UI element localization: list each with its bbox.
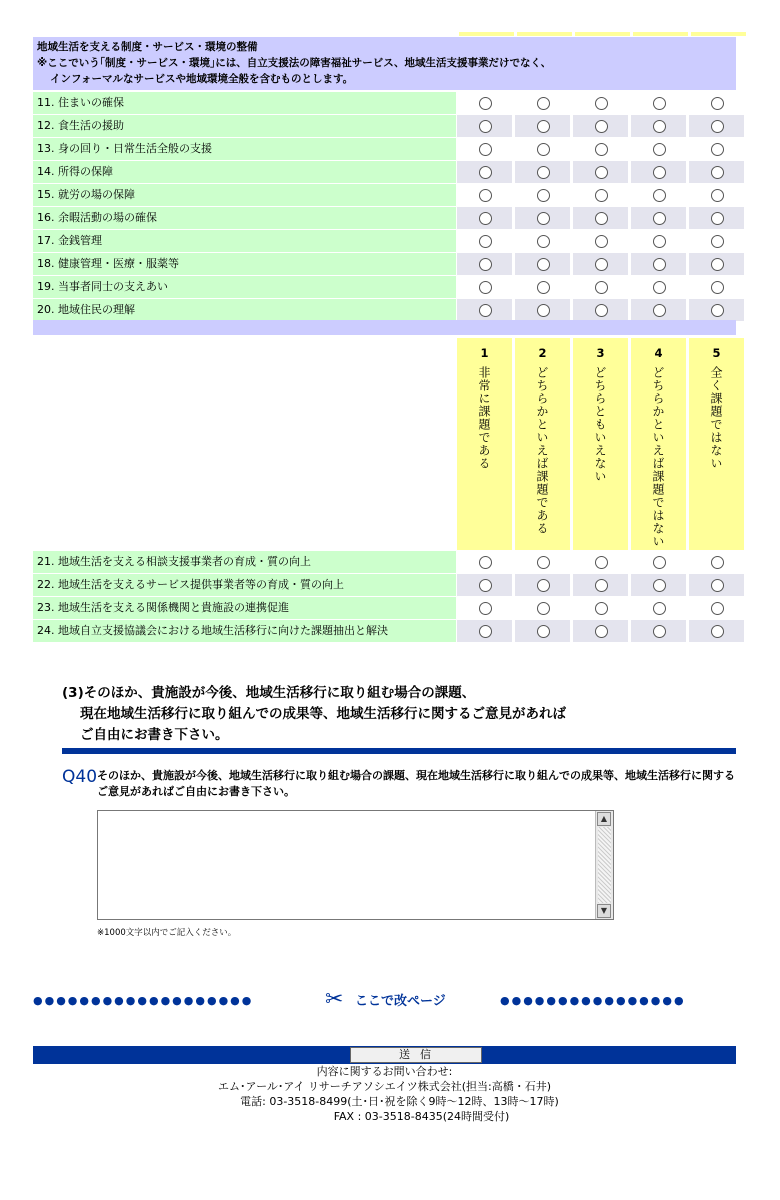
- footer-line4: FAX : 03-3518-8435(24時間受付): [333, 1110, 510, 1123]
- rating-cell: [515, 184, 570, 206]
- rating-radio-5[interactable]: [711, 556, 724, 569]
- rating-cell: [631, 161, 686, 183]
- section-divider: [62, 748, 736, 754]
- table-row: [33, 620, 736, 642]
- dots-left: ●●●●●●●●●●●●●●●●●●●: [33, 994, 254, 1007]
- submit-button[interactable]: 送信: [350, 1047, 482, 1063]
- rating-cell: [457, 620, 512, 642]
- rating-radio-1[interactable]: [479, 258, 492, 271]
- rating-radio-4[interactable]: [653, 625, 666, 638]
- rating-cell: [631, 597, 686, 619]
- rating-radio-3[interactable]: [595, 189, 608, 202]
- rating-cell: [515, 207, 570, 229]
- table-row: [33, 574, 736, 596]
- rating-radio-4[interactable]: [653, 166, 666, 179]
- rating-radio-4[interactable]: [653, 212, 666, 225]
- section-note-line2: インフォーマルなサービスや地域環境全般を含むものとします。: [50, 73, 354, 85]
- rating-cell: [515, 161, 570, 183]
- rating-cell: [573, 253, 628, 275]
- scale-number: 1: [480, 346, 489, 360]
- rating-radio-4[interactable]: [653, 235, 666, 248]
- page-break-label: ここで改ページ: [355, 994, 446, 1009]
- rating-radio-1[interactable]: [479, 212, 492, 225]
- table-row: [33, 92, 736, 114]
- rating-radio-5[interactable]: [711, 579, 724, 592]
- subquestion-line3: ご自由にお書き下さい。: [80, 727, 229, 743]
- footer-line1: 内容に関するお問い合わせ:: [316, 1065, 453, 1078]
- rating-cell: [689, 299, 744, 321]
- rating-cell: [573, 161, 628, 183]
- rating-cell: [515, 253, 570, 275]
- rating-cell: [689, 161, 744, 183]
- question-text: そのほか、貴施設が今後、地域生活移行に取り組む場合の課題、現在地域生活移行に取り組んでの成果等、地域生活移行に関するご意見があればご自由にお書き下さい。: [97, 769, 735, 798]
- rating-cell: [573, 299, 628, 321]
- scale-column-top-stubs: [459, 32, 736, 36]
- rating-cell: [515, 551, 570, 573]
- table-row: [33, 230, 736, 252]
- rating-radio-4[interactable]: [653, 97, 666, 110]
- rating-cell: [689, 115, 744, 137]
- page-break-divider: [33, 987, 736, 1012]
- rating-radio-1[interactable]: [479, 97, 492, 110]
- rating-cell: [689, 620, 744, 642]
- scale-column-2: [515, 338, 570, 550]
- rating-cell: [631, 574, 686, 596]
- rating-cell: [573, 230, 628, 252]
- rating-cell: [631, 92, 686, 114]
- rating-radio-5[interactable]: [711, 625, 724, 638]
- rating-radio-4[interactable]: [653, 602, 666, 615]
- rating-radio-5[interactable]: [711, 281, 724, 294]
- rating-radio-5[interactable]: [711, 120, 724, 133]
- rating-cell: [631, 620, 686, 642]
- textarea-scrollbar[interactable]: [595, 811, 613, 919]
- rating-radio-1[interactable]: [479, 281, 492, 294]
- rating-cell: [689, 207, 744, 229]
- scale-label: どちらかといえば課題ではない: [651, 366, 665, 548]
- rating-radio-2[interactable]: [537, 97, 550, 110]
- rating-cell: [631, 207, 686, 229]
- section-header: [33, 37, 736, 90]
- rating-cell: [457, 92, 512, 114]
- rating-cell: [515, 574, 570, 596]
- table-row: [33, 138, 736, 160]
- rating-radio-1[interactable]: [479, 120, 492, 133]
- rating-cell: [573, 184, 628, 206]
- table-row: [33, 551, 736, 573]
- rating-radio-3[interactable]: [595, 212, 608, 225]
- rating-cell: [689, 92, 744, 114]
- scale-column-1: [457, 338, 512, 550]
- rating-radio-4[interactable]: [653, 120, 666, 133]
- question-label: 21. 地域生活を支える相談支援事業者の育成・質の向上: [33, 551, 456, 573]
- scroll-up-icon[interactable]: ▲: [597, 812, 611, 826]
- rating-radio-2[interactable]: [537, 143, 550, 156]
- question-label: 12. 食生活の援助: [33, 115, 456, 137]
- rating-cell: [631, 184, 686, 206]
- rating-radio-2[interactable]: [537, 556, 550, 569]
- rating-radio-2[interactable]: [537, 189, 550, 202]
- table-row: [33, 115, 736, 137]
- rating-cell: [515, 620, 570, 642]
- rating-radio-2[interactable]: [537, 120, 550, 133]
- scale-number: 4: [654, 346, 663, 360]
- rating-radio-3[interactable]: [595, 166, 608, 179]
- rating-cell: [573, 92, 628, 114]
- rating-cell: [689, 276, 744, 298]
- rating-cell: [457, 253, 512, 275]
- table-row: [33, 207, 736, 229]
- rating-cell: [631, 138, 686, 160]
- question-label: 19. 当事者同士の支えあい: [33, 276, 456, 298]
- rating-radio-3[interactable]: [595, 556, 608, 569]
- rating-radio-4[interactable]: [653, 143, 666, 156]
- rating-radio-3[interactable]: [595, 258, 608, 271]
- rating-cell: [573, 597, 628, 619]
- section-title: 地域生活を支える制度・サービス・環境の整備: [37, 41, 258, 53]
- question-label: 22. 地域生活を支えるサービス提供事業者等の育成・質の向上: [33, 574, 456, 596]
- rating-cell: [457, 551, 512, 573]
- table-row: [33, 597, 736, 619]
- rating-radio-4[interactable]: [653, 556, 666, 569]
- rating-radio-2[interactable]: [537, 166, 550, 179]
- rating-cell: [457, 574, 512, 596]
- rating-cell: [457, 161, 512, 183]
- question-label: 15. 就労の場の保障: [33, 184, 456, 206]
- footer-line3: 電話: 03-3518-8499(土･日･祝を除く9時～12時、13時～17時): [240, 1095, 559, 1108]
- rating-cell: [457, 184, 512, 206]
- rating-radio-2[interactable]: [537, 602, 550, 615]
- subquestion-line2: 現在地域生活移行に取り組んでの成果等、地域生活移行に関するご意見があれば: [80, 706, 566, 722]
- rating-cell: [631, 299, 686, 321]
- rating-radio-2[interactable]: [537, 304, 550, 317]
- rating-radio-1[interactable]: [479, 235, 492, 248]
- rating-cell: [515, 115, 570, 137]
- rating-cell: [457, 138, 512, 160]
- question-label: 16. 余暇活動の場の確保: [33, 207, 456, 229]
- subquestion-line1: (3)そのほか、貴施設が今後、地域生活移行に取り組む場合の課題、: [62, 685, 476, 701]
- scale-column-4: [631, 338, 686, 550]
- rating-cell: [689, 138, 744, 160]
- table-row: [33, 253, 736, 275]
- rating-cell: [515, 92, 570, 114]
- rating-cell: [689, 253, 744, 275]
- rating-cell: [689, 574, 744, 596]
- rating-radio-5[interactable]: [711, 304, 724, 317]
- rating-cell: [457, 299, 512, 321]
- rating-cell: [631, 230, 686, 252]
- separator-band: [33, 320, 736, 335]
- question-label: 14. 所得の保障: [33, 161, 456, 183]
- rating-radio-1[interactable]: [479, 556, 492, 569]
- rating-cell: [631, 276, 686, 298]
- question-label: 13. 身の回り・日常生活全般の支援: [33, 138, 456, 160]
- q40-textarea-container: [97, 810, 614, 920]
- rating-cell: [573, 551, 628, 573]
- table-row: [33, 299, 736, 321]
- scroll-track[interactable]: [598, 827, 611, 903]
- rating-radio-2[interactable]: [537, 281, 550, 294]
- rating-cell: [573, 207, 628, 229]
- rating-radio-1[interactable]: [479, 143, 492, 156]
- rating-cell: [515, 299, 570, 321]
- rating-cell: [689, 184, 744, 206]
- rating-radio-1[interactable]: [479, 166, 492, 179]
- rating-radio-2[interactable]: [537, 258, 550, 271]
- rating-cell: [515, 230, 570, 252]
- scale-label: どちらともいえない: [593, 366, 607, 483]
- question-number: Q40: [62, 767, 98, 787]
- rating-cell: [573, 620, 628, 642]
- rating-radio-5[interactable]: [711, 166, 724, 179]
- subquestion-title: [62, 683, 566, 746]
- rating-radio-3[interactable]: [595, 304, 608, 317]
- scale-column-5: [689, 338, 744, 550]
- scale-header-blank: [33, 338, 456, 550]
- rating-radio-5[interactable]: [711, 235, 724, 248]
- rating-radio-3[interactable]: [595, 143, 608, 156]
- rating-radio-5[interactable]: [711, 189, 724, 202]
- rating-radio-4[interactable]: [653, 258, 666, 271]
- question-label: 24. 地域自立支援協議会における地域生活移行に向けた課題抽出と解決: [33, 620, 456, 642]
- rating-cell: [457, 207, 512, 229]
- scale-number: 2: [538, 346, 547, 360]
- rating-cell: [573, 276, 628, 298]
- char-limit-hint: ※1000文字以内でご記入ください。: [97, 928, 237, 938]
- rating-radio-3[interactable]: [595, 120, 608, 133]
- dots-right: ●●●●●●●●●●●●●●●●: [500, 994, 686, 1007]
- scale-label: 全く課題ではない: [709, 366, 723, 470]
- rating-radio-3[interactable]: [595, 281, 608, 294]
- rating-cell: [457, 230, 512, 252]
- rating-radio-2[interactable]: [537, 235, 550, 248]
- rating-cell: [573, 115, 628, 137]
- rating-cell: [573, 574, 628, 596]
- rating-radio-5[interactable]: [711, 143, 724, 156]
- rating-radio-4[interactable]: [653, 304, 666, 317]
- rating-radio-1[interactable]: [479, 625, 492, 638]
- rating-cell: [457, 276, 512, 298]
- rating-radio-5[interactable]: [711, 212, 724, 225]
- scroll-down-icon[interactable]: ▼: [597, 904, 611, 918]
- rating-radio-2[interactable]: [537, 579, 550, 592]
- rating-radio-5[interactable]: [711, 258, 724, 271]
- rating-cell: [515, 138, 570, 160]
- rating-cell: [457, 597, 512, 619]
- rating-radio-4[interactable]: [653, 579, 666, 592]
- table-row: [33, 276, 736, 298]
- question-label: 17. 金銭管理: [33, 230, 456, 252]
- rating-radio-5[interactable]: [711, 97, 724, 110]
- scale-number: 5: [712, 346, 721, 360]
- rating-radio-4[interactable]: [653, 281, 666, 294]
- scale-label: どちらかといえば課題である: [535, 366, 549, 535]
- rating-cell: [689, 230, 744, 252]
- question-label: 20. 地域住民の理解: [33, 299, 456, 321]
- rating-radio-1[interactable]: [479, 304, 492, 317]
- rating-radio-4[interactable]: [653, 189, 666, 202]
- rating-radio-5[interactable]: [711, 602, 724, 615]
- footer-line2: エム･アール･アイ リサーチアソシエイツ株式会社(担当:高橋・石井): [217, 1080, 552, 1093]
- scale-column-3: [573, 338, 628, 550]
- scale-number: 3: [596, 346, 605, 360]
- contact-footer: [33, 1064, 736, 1124]
- rating-radio-3[interactable]: [595, 579, 608, 592]
- rating-radio-1[interactable]: [479, 189, 492, 202]
- rating-cell: [515, 276, 570, 298]
- rating-radio-3[interactable]: [595, 235, 608, 248]
- rating-radio-3[interactable]: [595, 602, 608, 615]
- rating-cell: [631, 253, 686, 275]
- rating-radio-2[interactable]: [537, 625, 550, 638]
- rating-radio-3[interactable]: [595, 625, 608, 638]
- scissors-icon: ✂: [325, 987, 344, 1012]
- rating-cell: [689, 597, 744, 619]
- rating-cell: [689, 551, 744, 573]
- q40-textarea[interactable]: [98, 811, 595, 919]
- scale-label: 非常に課題である: [477, 366, 491, 470]
- rating-radio-2[interactable]: [537, 212, 550, 225]
- rating-radio-3[interactable]: [595, 97, 608, 110]
- rating-cell: [457, 115, 512, 137]
- table-row: [33, 161, 736, 183]
- table-row: [33, 184, 736, 206]
- question-label: 23. 地域生活を支える関係機関と貴施設の連携促進: [33, 597, 456, 619]
- rating-radio-1[interactable]: [479, 579, 492, 592]
- rating-cell: [573, 138, 628, 160]
- rating-radio-1[interactable]: [479, 602, 492, 615]
- section-note-line1: ※ここでいう｢制度・サービス・環境｣には、自立支援法の障害福祉サービス、地域生活支援事業だけでなく、: [37, 57, 552, 69]
- rating-cell: [631, 115, 686, 137]
- rating-cell: [515, 597, 570, 619]
- question-label: 11. 住まいの確保: [33, 92, 456, 114]
- rating-cell: [631, 551, 686, 573]
- question-label: 18. 健康管理・医療・服薬等: [33, 253, 456, 275]
